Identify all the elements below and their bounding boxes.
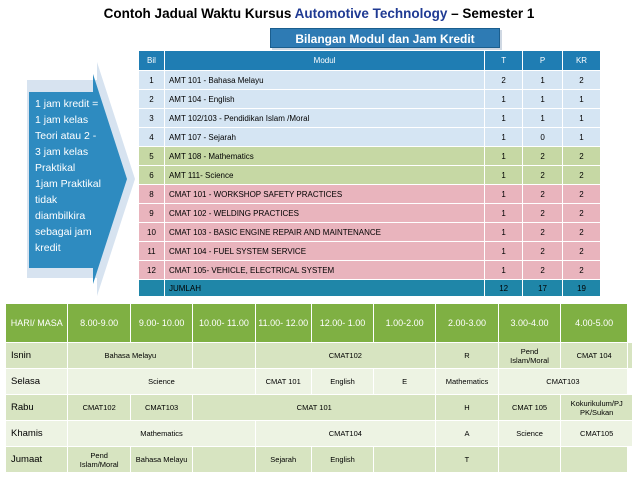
table-cell: 1 (485, 128, 523, 147)
table-cell: 4 (139, 128, 165, 147)
col-slot: 3.00-4.00 (498, 304, 561, 343)
table-cell: 2 (563, 223, 601, 242)
table-cell: AMT 108 - Mathematics (164, 147, 484, 166)
table-cell: CMAT102 (255, 343, 436, 369)
table-cell: 2 (523, 204, 563, 223)
table-cell: AMT 101 - Bahasa Melayu (164, 71, 484, 90)
table-cell: 9 (139, 204, 165, 223)
table-cell: CMAT102 (68, 395, 131, 421)
col-bil: Bil (139, 51, 165, 71)
table-cell: 2 (523, 242, 563, 261)
table-cell: H (436, 395, 499, 421)
table-cell: CMAT103 (130, 395, 192, 421)
module-row (139, 166, 601, 185)
table-cell: 1 (563, 128, 601, 147)
credit-note (27, 62, 137, 296)
table-cell: 2 (563, 185, 601, 204)
table-cell (374, 447, 436, 473)
table-cell (498, 447, 561, 473)
table-cell: 1 (485, 261, 523, 280)
table-cell: AMT 102/103 - Pendidikan Islam /Moral (164, 109, 484, 128)
timetable-row-rabu (6, 395, 633, 421)
table-cell: 8 (139, 185, 165, 204)
module-row (139, 204, 601, 223)
col-slot: 4.00-5.00 (561, 304, 628, 343)
table-cell: CMAT 104 - FUEL SYSTEM SERVICE (164, 242, 484, 261)
note-text: 1 jam kredit = 1 jam kelas Teori atau 2 - 3 jam kelas Praktikal 1jam Praktikal tidak diambilkira sebagai jam kredit (35, 98, 101, 254)
table-cell: 1 (485, 109, 523, 128)
table-cell: 0 (523, 128, 563, 147)
table-cell: 1 (485, 147, 523, 166)
table-cell: Rabu (6, 395, 68, 421)
table-cell: CMAT 104 (561, 343, 628, 369)
table-cell: Bahasa Melayu (68, 343, 193, 369)
table-cell: Science (68, 369, 255, 395)
col-t: T (485, 51, 523, 71)
module-row (139, 147, 601, 166)
table-cell: 2 (523, 166, 563, 185)
module-header-row (139, 51, 601, 71)
table-cell: CMAT 101 - WORKSHOP SAFETY PRACTICES (164, 185, 484, 204)
table-cell: CMAT 103 - BASIC ENGINE REPAIR AND MAINTENANCE (164, 223, 484, 242)
col-slot: 12.00- 1.00 (311, 304, 373, 343)
table-cell: Mathematics (68, 421, 255, 447)
table-cell: 2 (563, 204, 601, 223)
table-cell: 1 (485, 185, 523, 204)
table-cell: CMAT 105 (498, 395, 561, 421)
table-cell: E (374, 369, 436, 395)
table-cell: Mathematics (436, 369, 499, 395)
table-cell (193, 447, 255, 473)
table-cell: Sejarah (255, 447, 311, 473)
table-cell: Khamis (6, 421, 68, 447)
col-slot: 1.00-2.00 (374, 304, 436, 343)
table-cell: 2 (563, 242, 601, 261)
timetable (5, 303, 633, 473)
table-cell: 2 (485, 71, 523, 90)
table-cell: CMAT105 (561, 421, 633, 447)
timetable-header-row (6, 304, 633, 343)
table-cell: Science (498, 421, 561, 447)
table-cell: 17 (523, 280, 563, 297)
table-cell: Jumaat (6, 447, 68, 473)
module-row (139, 242, 601, 261)
module-row (139, 128, 601, 147)
table-cell: A (436, 421, 499, 447)
table-cell: 1 (523, 109, 563, 128)
col-slot: 9.00- 10.00 (130, 304, 192, 343)
table-cell (193, 343, 255, 369)
table-cell: AMT 107 - Sejarah (164, 128, 484, 147)
table-cell: 1 (523, 71, 563, 90)
timetable-row-isnin (6, 343, 633, 369)
table-cell: 3 (139, 109, 165, 128)
table-cell: Kokurikulum/PJ PK/Sukan (561, 395, 633, 421)
table-cell: 1 (485, 204, 523, 223)
table-cell: CMAT 102 - WELDING PRACTICES (164, 204, 484, 223)
table-cell: 2 (563, 261, 601, 280)
table-cell: 2 (523, 147, 563, 166)
table-cell: 2 (523, 261, 563, 280)
page-title (0, 6, 638, 21)
table-cell: 2 (523, 223, 563, 242)
col-slot: 10.00- 11.00 (193, 304, 255, 343)
col-kr: KR (563, 51, 601, 71)
table-cell: Pend Islam/Moral (498, 343, 561, 369)
module-row (139, 71, 601, 90)
title-suffix: – Semester 1 (447, 6, 535, 21)
table-cell: 2 (523, 185, 563, 204)
table-cell: Selasa (6, 369, 68, 395)
module-row (139, 223, 601, 242)
timetable-row-jumaat (6, 447, 633, 473)
table-cell: 1 (563, 109, 601, 128)
col-p: P (523, 51, 563, 71)
table-cell: English (311, 447, 373, 473)
table-cell: AMT 104 - English (164, 90, 484, 109)
module-row (139, 109, 601, 128)
table-cell: 1 (485, 242, 523, 261)
total-label: JUMLAH (164, 280, 484, 297)
col-slot: 8.00-9.00 (68, 304, 131, 343)
table-cell: 1 (485, 90, 523, 109)
col-day: HARI/ MASA (6, 304, 68, 343)
table-cell: 1 (523, 90, 563, 109)
table-cell: 1 (485, 166, 523, 185)
module-row (139, 90, 601, 109)
table-cell: R (436, 343, 499, 369)
table-cell: 1 (485, 223, 523, 242)
table-cell: 1 (563, 90, 601, 109)
table-cell (561, 447, 628, 473)
col-modul: Modul (164, 51, 484, 71)
table-cell: 2 (563, 71, 601, 90)
timetable-row-khamis (6, 421, 633, 447)
module-total-row (139, 280, 601, 297)
col-slot: 11.00- 12.00 (255, 304, 311, 343)
table-cell: 6 (139, 166, 165, 185)
table-cell: 5 (139, 147, 165, 166)
table-cell: CMAT 101 (193, 395, 436, 421)
table-cell: 12 (485, 280, 523, 297)
table-cell: CMAT 101 (255, 369, 311, 395)
table-cell: 10 (139, 223, 165, 242)
title-prefix: Contoh Jadual Waktu Kursus (103, 6, 295, 21)
table-cell: CMAT104 (255, 421, 436, 447)
table-cell: 12 (139, 261, 165, 280)
table-cell: 2 (563, 166, 601, 185)
table-cell: Isnin (6, 343, 68, 369)
table-cell (139, 280, 165, 297)
table-cell: 11 (139, 242, 165, 261)
module-table (138, 50, 601, 297)
table-cell: T (436, 447, 499, 473)
table-cell: 19 (563, 280, 601, 297)
timetable-row-selasa (6, 369, 633, 395)
title-accent: Automotive Technology (294, 6, 448, 21)
table-cell: English (311, 369, 373, 395)
table-cell: Bahasa Melayu (130, 447, 192, 473)
table-cell: 2 (563, 147, 601, 166)
table-cell: 2 (139, 90, 165, 109)
table-cell (628, 343, 633, 369)
col-slot: 2.00-3.00 (436, 304, 499, 343)
table-cell: CMAT103 (498, 369, 627, 395)
module-row (139, 185, 601, 204)
table-cell: AMT 111- Science (164, 166, 484, 185)
table-cell: CMAT 105- VEHICLE, ELECTRICAL SYSTEM (164, 261, 484, 280)
table-cell: 1 (139, 71, 165, 90)
subtitle-banner: Bilangan Modul dan Jam Kredit (270, 28, 500, 48)
table-cell: Pend Islam/Moral (68, 447, 131, 473)
module-row (139, 261, 601, 280)
